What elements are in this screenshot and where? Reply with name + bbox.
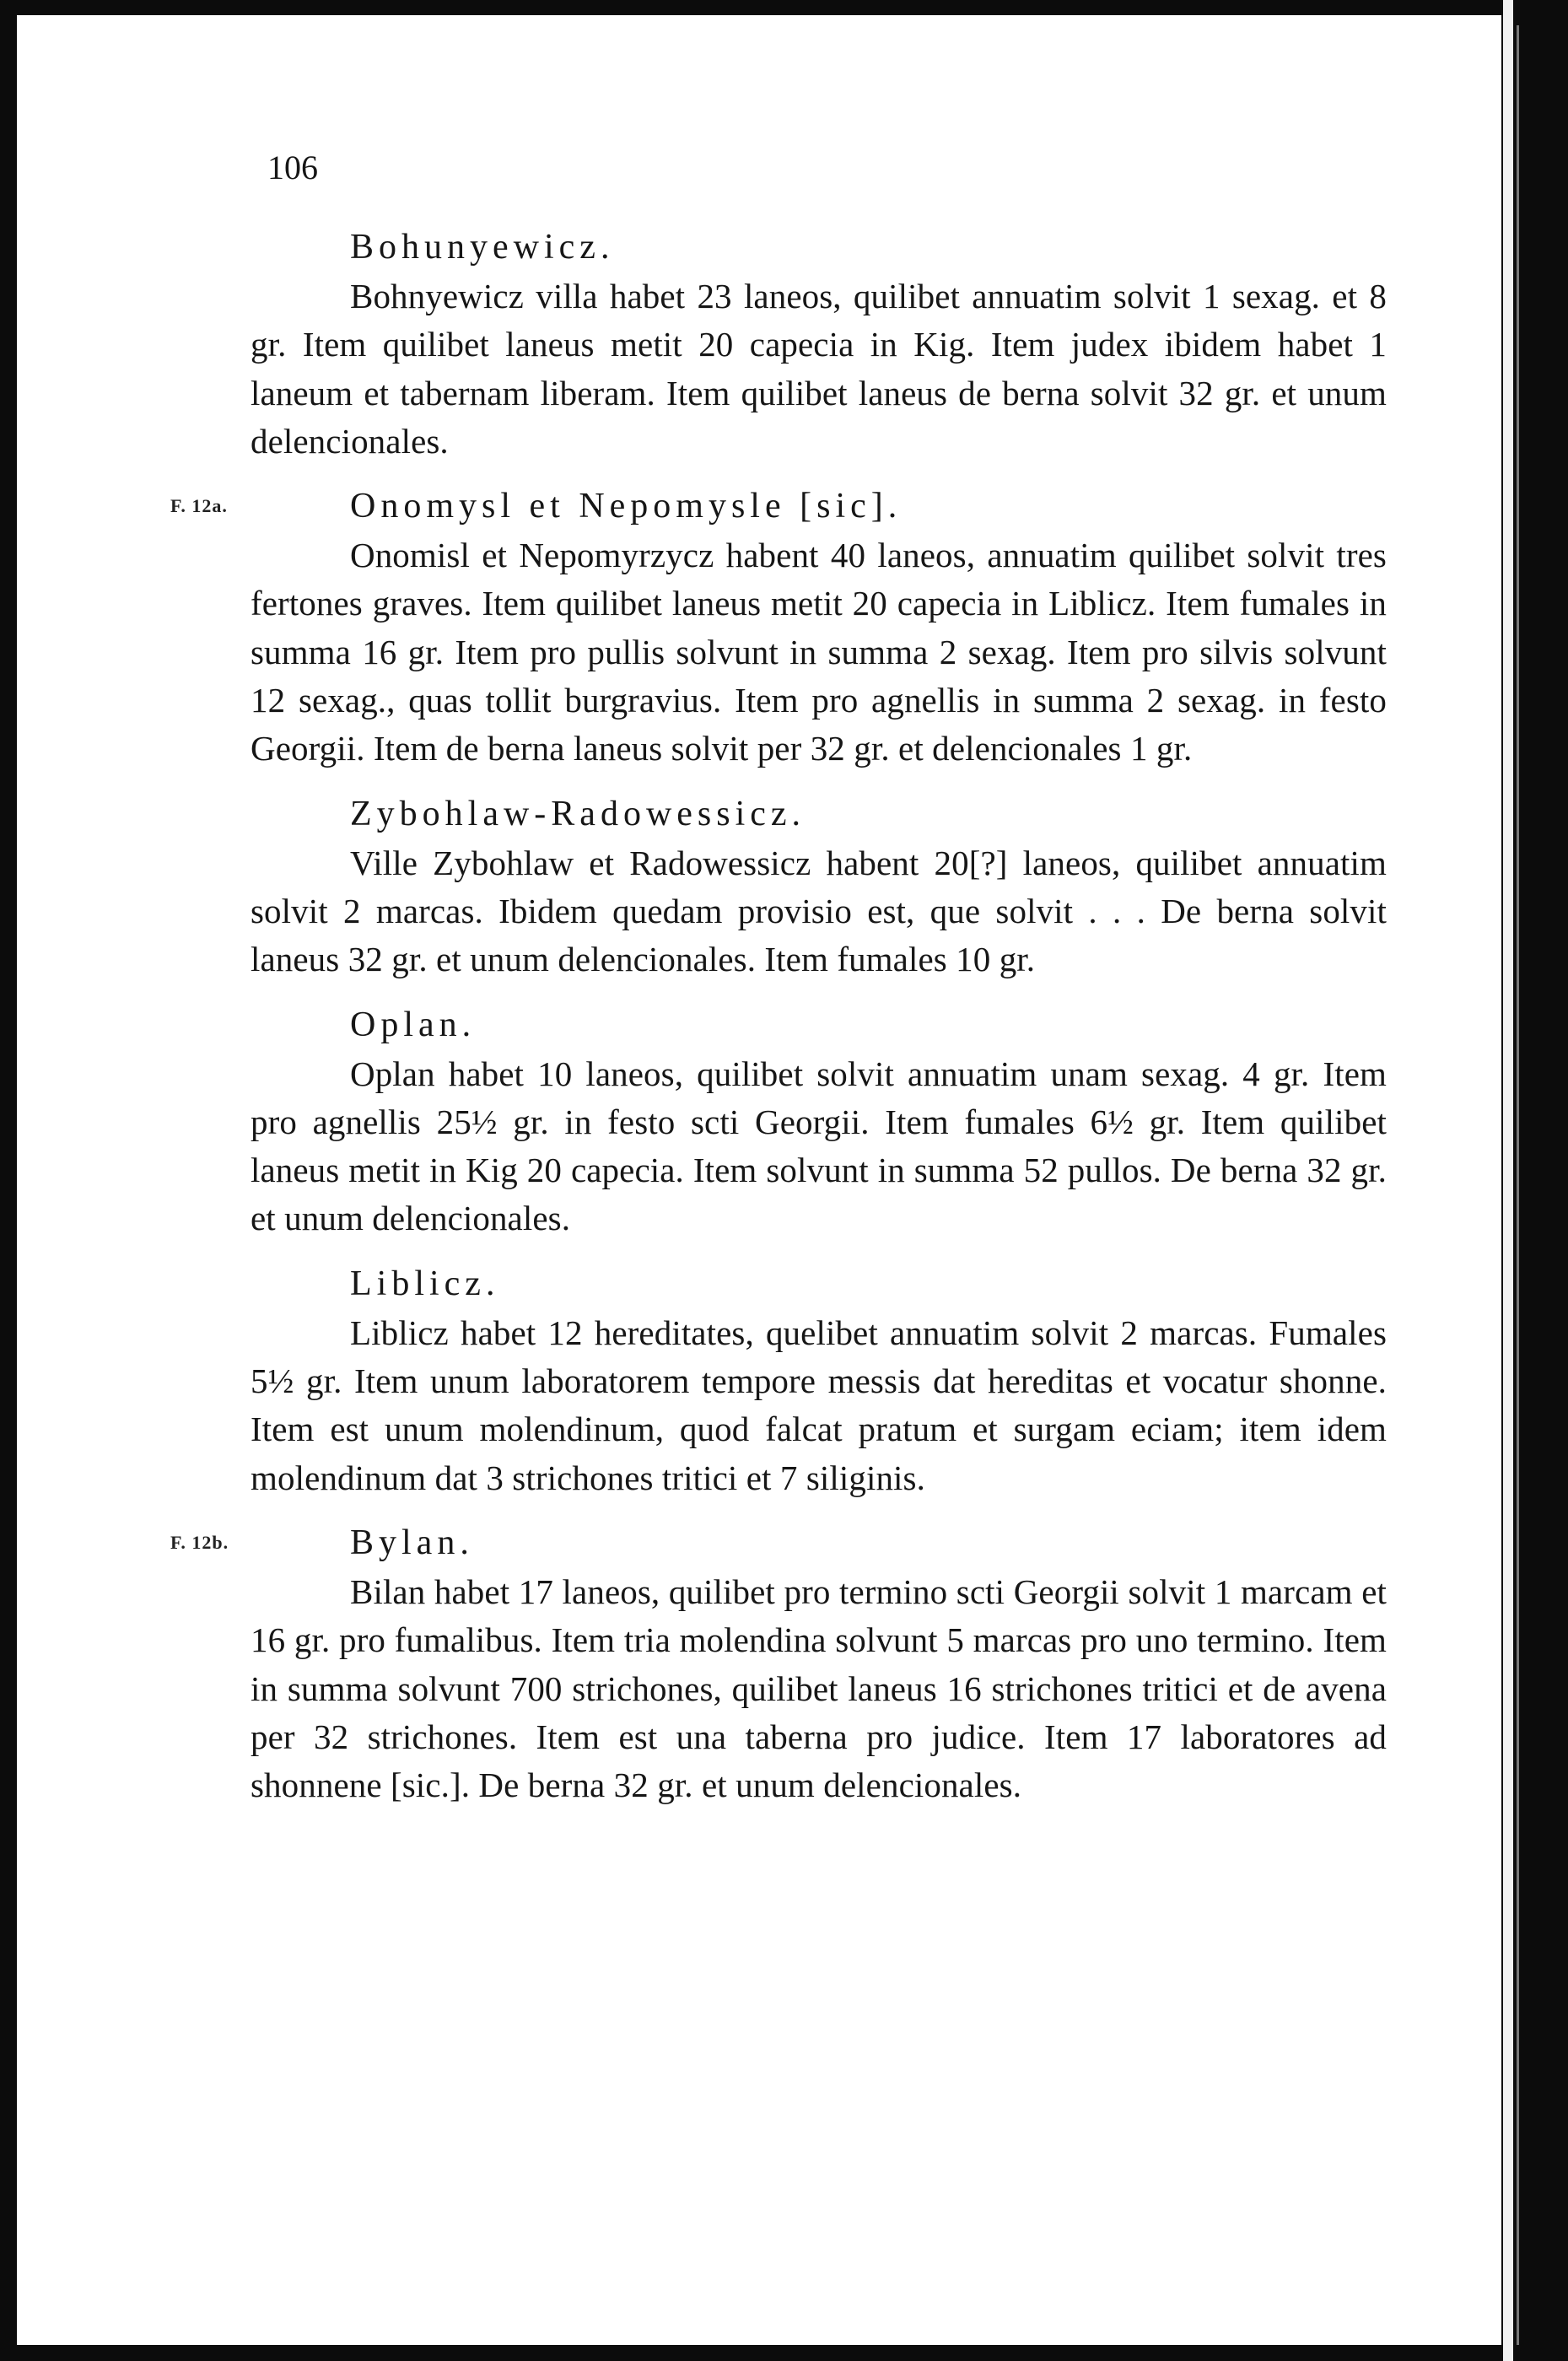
section-heading: Oplan. [350,1005,477,1044]
section-heading: Liblicz. [350,1264,500,1303]
page-edge-line [1517,25,1519,2345]
section-oplan [251,1001,1387,1243]
section-heading: Bohunyewicz. [350,228,615,267]
section-heading: Bylan. [350,1523,474,1562]
section-text: Bilan habet 17 laneos, quilibet pro termino scti Georgii solvit 1 marcam et 16 gr. pro fumalibus. Item tria molendina solvunt 5 marcas pro uno termino. Item in summa solvunt 700 strichones, quilibet laneus 16 strichones tritici et de avena per 32 strichones. Item est una taberna pro judice. Item 17 laboratores ad shonnene [sic.]. De berna 32 gr. et unum delencionales. [251,1571,1387,1805]
section-text: Liblicz habet 12 hereditates, quelibet annuatim solvit 2 marcas. Fumales 5½ gr. Item unum laboratorem tempore messis dat hereditas et vocatur shonne. Item est unum molendinum, quod falcat pratum et surgam eciam; item idem molendinum dat 3 strichones tritici et 7 siliginis. [251,1313,1387,1497]
section-zybohlaw-radowessicz [251,790,1387,984]
page-edge-strip [1503,0,1513,2361]
section-text: Ville Zybohlaw et Radowessicz habent 20[?] laneos, quilibet annuatim solvit 2 marcas. Ibidem quedam provisio est, que solvit . . . De berna solvit laneus 32 gr. et unum delencionales. Item fumales 10 gr. [251,843,1387,979]
section-bylan [170,1519,1387,1809]
page-number: 106 [267,148,318,186]
section-heading: Onomysl et Nepomysle [sic]. [350,487,903,526]
page-text-block [170,147,1387,1826]
margin-note: F. 12b. [170,1531,229,1553]
section-text: Oplan habet 10 laneos, quilibet solvit annuatim unam sexag. 4 gr. Item pro agnellis 25½ gr. in festo scti Georgii. Item fumales 6½ gr. Item quilibet laneus metit in Kig 20 capecia. Item solvunt in summa 52 pullos. De berna 32 gr. et unum delencionales. [251,1054,1387,1238]
section-heading: Zybohlaw-Radowessicz. [350,794,806,833]
section-liblicz [251,1260,1387,1502]
section-onomysl [170,482,1387,773]
section-bohunyewicz [251,224,1387,466]
section-text: Bohnyewicz villa habet 23 laneos, quilibet annuatim solvit 1 sexag. et 8 gr. Item quilibet laneus metit 20 capecia in Kig. Item judex ibidem habet 1 laneum et tabernam liberam. Item quilibet laneus de berna solvit 32 gr. et unum delencionales. [251,277,1387,461]
margin-note: F. 12a. [170,495,228,517]
section-text: Onomisl et Nepomyrzycz habent 40 laneos, annuatim quilibet solvit tres fertones graves. Item quilibet laneus metit 20 capecia in Liblicz. Item fumales in summa 16 gr. Item pro pullis solvunt in summa 2 sexag. Item pro silvis solvunt 12 sexag., quas tollit burgravius. Item pro agnellis in summa 2 sexag. in festo Georgii. Item de berna laneus solvit per 32 gr. et delencionales 1 gr. [251,536,1387,768]
